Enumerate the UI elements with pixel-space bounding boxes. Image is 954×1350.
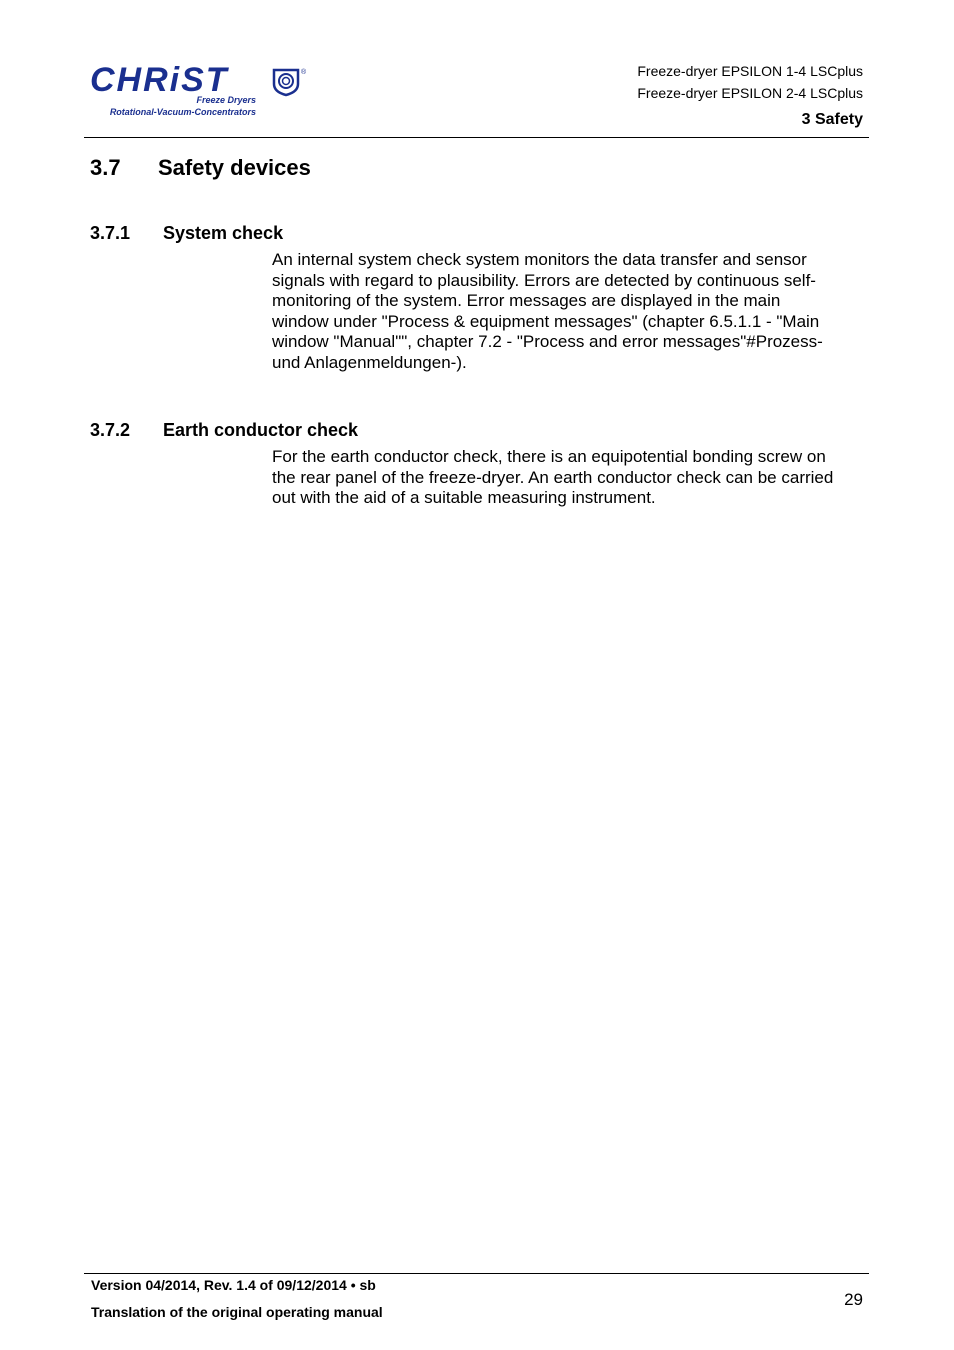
text-line: window "Manual"", chapter 7.2 - "Process and error messages"#Prozess-	[272, 332, 823, 351]
subsection-heading-system-check	[90, 223, 283, 244]
section-number: 3.7	[90, 155, 121, 180]
logo-tagline-concentrators: Rotational-Vacuum-Concentrators	[109, 107, 256, 117]
earth-conductor-check-paragraph	[272, 447, 862, 509]
system-check-paragraph	[272, 250, 862, 373]
subsection-title: Earth conductor check	[163, 420, 359, 440]
text-line: the rear panel of the freeze-dryer. An earth conductor check can be carried	[272, 467, 834, 487]
logo-brand-text: CHRiST	[90, 61, 229, 99]
text-line: window under "Process & equipment messages" (chapter 6.5.1.1 - "Main	[272, 311, 820, 331]
registered-mark: ®	[301, 69, 307, 76]
subsection-title: System check	[163, 223, 284, 243]
footer-translation-note: Translation of the original operating manual	[91, 1304, 383, 1320]
subsection-number: 3.7.1	[90, 223, 131, 243]
text-line: out with the aid of a suitable measuring instrument.	[272, 488, 656, 507]
spiral-shield-icon	[274, 70, 298, 95]
product-line-1: Freeze-dryer EPSILON 1-4 LSCplus	[637, 63, 863, 79]
text-line: monitoring of the system. Error messages are displayed in the main	[272, 291, 781, 310]
header-divider	[84, 137, 869, 138]
subsection-heading-earth-conductor-check	[90, 420, 358, 441]
footer-divider	[84, 1273, 869, 1274]
product-line-2: Freeze-dryer EPSILON 2-4 LSCplus	[637, 85, 863, 101]
section-heading	[90, 155, 311, 181]
footer-version: Version 04/2014, Rev. 1.4 of 09/12/2014 • sb	[91, 1277, 376, 1293]
text-line: For the earth conductor check, there is an equipotential bonding screw on	[272, 447, 826, 466]
page-number: 29	[844, 1290, 863, 1309]
logo-tagline-freeze-dryers: Freeze Dryers	[196, 95, 256, 105]
section-title: Safety devices	[158, 155, 311, 180]
text-line: und Anlagenmeldungen-).	[272, 352, 467, 372]
christ-logo	[88, 58, 313, 120]
subsection-number: 3.7.2	[90, 420, 131, 440]
text-line: An internal system check system monitors the data transfer and sensor	[272, 250, 807, 269]
text-line: signals with regard to plausibility. Errors are detected by continuous self-	[272, 270, 816, 290]
chapter-title: 3 Safety	[801, 111, 863, 128]
